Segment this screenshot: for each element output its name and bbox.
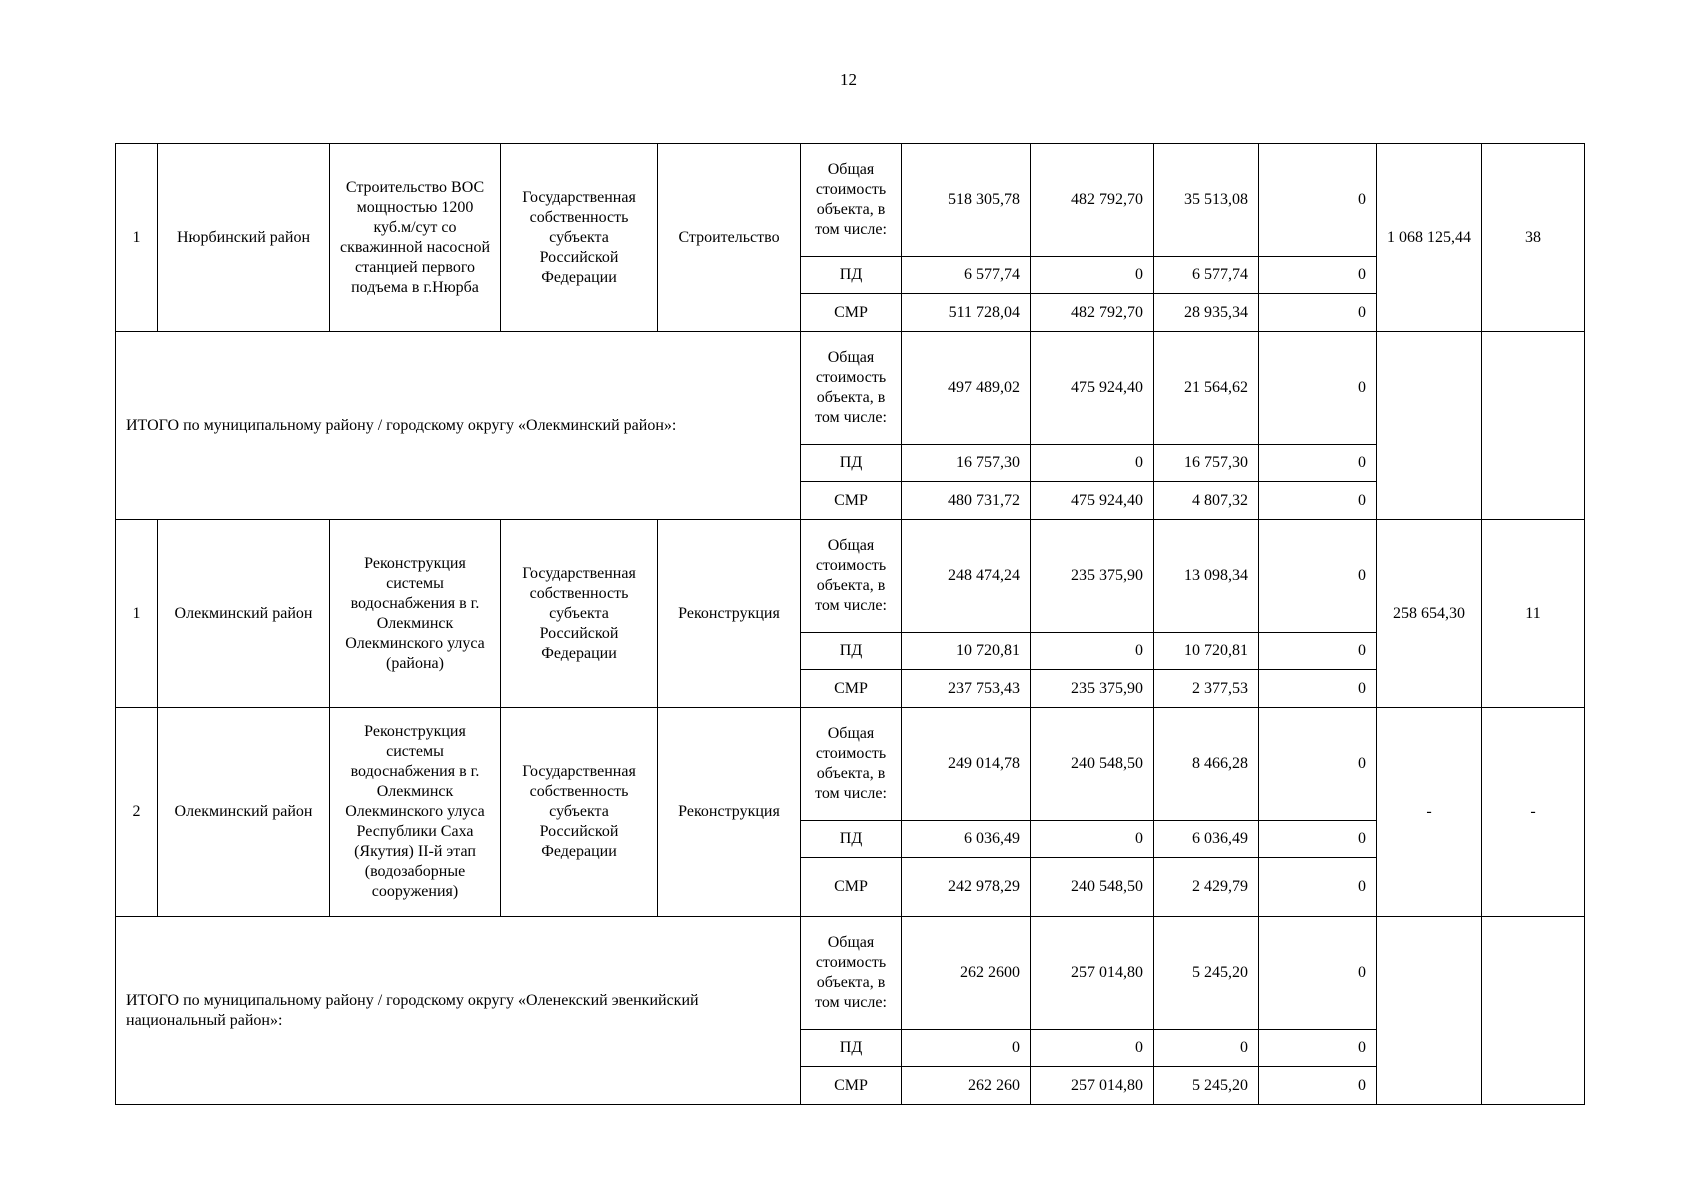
value-cell: 482 792,70 <box>1031 294 1154 332</box>
value-cell: 249 014,78 <box>902 708 1031 821</box>
value-cell: 6 577,74 <box>1154 257 1259 294</box>
subtotal-label: ИТОГО по муниципальному району / городскому округу «Оленекский эвенкийский национальный район»: <box>116 917 801 1105</box>
value-cell: 497 489,02 <box>902 332 1031 445</box>
row-number: 1 <box>116 144 158 332</box>
value-cell: 6 036,49 <box>1154 821 1259 858</box>
value-cell: 0 <box>1031 257 1154 294</box>
cost-label-smr: СМР <box>801 1067 902 1105</box>
value-cell: 0 <box>1259 858 1377 917</box>
object-name-cell: Строительство ВОС мощностью 1200 куб.м/сут со скважинной насосной станцией первого подъема в г.Нюрба <box>330 144 501 332</box>
value-cell: 0 <box>1259 633 1377 670</box>
extra-count-cell: 38 <box>1482 144 1585 332</box>
value-cell: 0 <box>1259 670 1377 708</box>
extra-count-cell <box>1482 332 1585 520</box>
table-row <box>116 917 1585 1030</box>
table-row <box>116 332 1585 445</box>
row-number: 1 <box>116 520 158 708</box>
value-cell: 480 731,72 <box>902 482 1031 520</box>
extra-value-cell <box>1377 332 1482 520</box>
value-cell: 235 375,90 <box>1031 670 1154 708</box>
value-cell: 21 564,62 <box>1154 332 1259 445</box>
value-cell: 0 <box>1259 708 1377 821</box>
value-cell: 475 924,40 <box>1031 482 1154 520</box>
value-cell: 0 <box>1259 482 1377 520</box>
value-cell: 235 375,90 <box>1031 520 1154 633</box>
table-row <box>116 708 1585 821</box>
value-cell: 6 577,74 <box>902 257 1031 294</box>
extra-count-cell: 11 <box>1482 520 1585 708</box>
value-cell: 240 548,50 <box>1031 858 1154 917</box>
district-cell: Нюрбинский район <box>158 144 330 332</box>
cost-label-total: Общая стоимость объекта, в том числе: <box>801 520 902 633</box>
value-cell: 5 245,20 <box>1154 917 1259 1030</box>
ownership-cell: Государственная собственность субъекта Российской Федерации <box>501 708 658 917</box>
value-cell: 16 757,30 <box>1154 445 1259 482</box>
value-cell: 13 098,34 <box>1154 520 1259 633</box>
cost-label-pd: ПД <box>801 821 902 858</box>
value-cell: 4 807,32 <box>1154 482 1259 520</box>
value-cell: 0 <box>1259 1030 1377 1067</box>
investment-table <box>115 143 1585 1105</box>
value-cell: 0 <box>1259 332 1377 445</box>
ownership-cell: Государственная собственность субъекта Российской Федерации <box>501 144 658 332</box>
extra-value-cell: - <box>1377 708 1482 917</box>
value-cell: 262 260 <box>902 1067 1031 1105</box>
value-cell: 0 <box>1031 445 1154 482</box>
value-cell: 0 <box>1259 1067 1377 1105</box>
value-cell: 0 <box>1259 917 1377 1030</box>
value-cell: 0 <box>1031 821 1154 858</box>
value-cell: 482 792,70 <box>1031 144 1154 257</box>
cost-label-total: Общая стоимость объекта, в том числе: <box>801 917 902 1030</box>
value-cell: 518 305,78 <box>902 144 1031 257</box>
value-cell: 2 429,79 <box>1154 858 1259 917</box>
value-cell: 257 014,80 <box>1031 917 1154 1030</box>
value-cell: 248 474,24 <box>902 520 1031 633</box>
value-cell: 0 <box>1031 1030 1154 1067</box>
value-cell: 10 720,81 <box>902 633 1031 670</box>
value-cell: 0 <box>1259 144 1377 257</box>
district-cell: Олекминский район <box>158 520 330 708</box>
value-cell: 511 728,04 <box>902 294 1031 332</box>
value-cell: 5 245,20 <box>1154 1067 1259 1105</box>
value-cell: 242 978,29 <box>902 858 1031 917</box>
value-cell: 10 720,81 <box>1154 633 1259 670</box>
extra-count-cell <box>1482 917 1585 1105</box>
extra-count-cell: - <box>1482 708 1585 917</box>
district-cell: Олекминский район <box>158 708 330 917</box>
cost-label-smr: СМР <box>801 858 902 917</box>
value-cell: 475 924,40 <box>1031 332 1154 445</box>
value-cell: 0 <box>1259 257 1377 294</box>
value-cell: 28 935,34 <box>1154 294 1259 332</box>
extra-value-cell: 1 068 125,44 <box>1377 144 1482 332</box>
work-type-cell: Строительство <box>658 144 801 332</box>
value-cell: 2 377,53 <box>1154 670 1259 708</box>
cost-label-smr: СМР <box>801 294 902 332</box>
ownership-cell: Государственная собственность субъекта Российской Федерации <box>501 520 658 708</box>
page-number: 12 <box>840 70 857 89</box>
value-cell: 0 <box>1154 1030 1259 1067</box>
cost-label-total: Общая стоимость объекта, в том числе: <box>801 332 902 445</box>
value-cell: 16 757,30 <box>902 445 1031 482</box>
extra-value-cell <box>1377 917 1482 1105</box>
cost-label-smr: СМР <box>801 482 902 520</box>
value-cell: 0 <box>1259 821 1377 858</box>
cost-label-total: Общая стоимость объекта, в том числе: <box>801 708 902 821</box>
value-cell: 0 <box>1259 294 1377 332</box>
value-cell: 35 513,08 <box>1154 144 1259 257</box>
value-cell: 237 753,43 <box>902 670 1031 708</box>
value-cell: 8 466,28 <box>1154 708 1259 821</box>
cost-label-pd: ПД <box>801 633 902 670</box>
value-cell: 0 <box>1259 520 1377 633</box>
table-row <box>116 520 1585 633</box>
cost-label-pd: ПД <box>801 445 902 482</box>
value-cell: 0 <box>1031 633 1154 670</box>
extra-value-cell: 258 654,30 <box>1377 520 1482 708</box>
work-type-cell: Реконструкция <box>658 708 801 917</box>
work-type-cell: Реконструкция <box>658 520 801 708</box>
cost-label-pd: ПД <box>801 1030 902 1067</box>
table-row <box>116 144 1585 257</box>
cost-label-total: Общая стоимость объекта, в том числе: <box>801 144 902 257</box>
value-cell: 0 <box>1259 445 1377 482</box>
cost-label-pd: ПД <box>801 257 902 294</box>
row-number: 2 <box>116 708 158 917</box>
cost-label-smr: СМР <box>801 670 902 708</box>
object-name-cell: Реконструкция системы водоснабжения в г. Олекминск Олекминского улуса Республики Саха (Якутия) II-й этап (водозаборные сооружения) <box>330 708 501 917</box>
object-name-cell: Реконструкция системы водоснабжения в г. Олекминск Олекминского улуса (района) <box>330 520 501 708</box>
value-cell: 262 2600 <box>902 917 1031 1030</box>
value-cell: 257 014,80 <box>1031 1067 1154 1105</box>
subtotal-label: ИТОГО по муниципальному району / городскому округу «Олекминский район»: <box>116 332 801 520</box>
value-cell: 6 036,49 <box>902 821 1031 858</box>
value-cell: 240 548,50 <box>1031 708 1154 821</box>
value-cell: 0 <box>902 1030 1031 1067</box>
